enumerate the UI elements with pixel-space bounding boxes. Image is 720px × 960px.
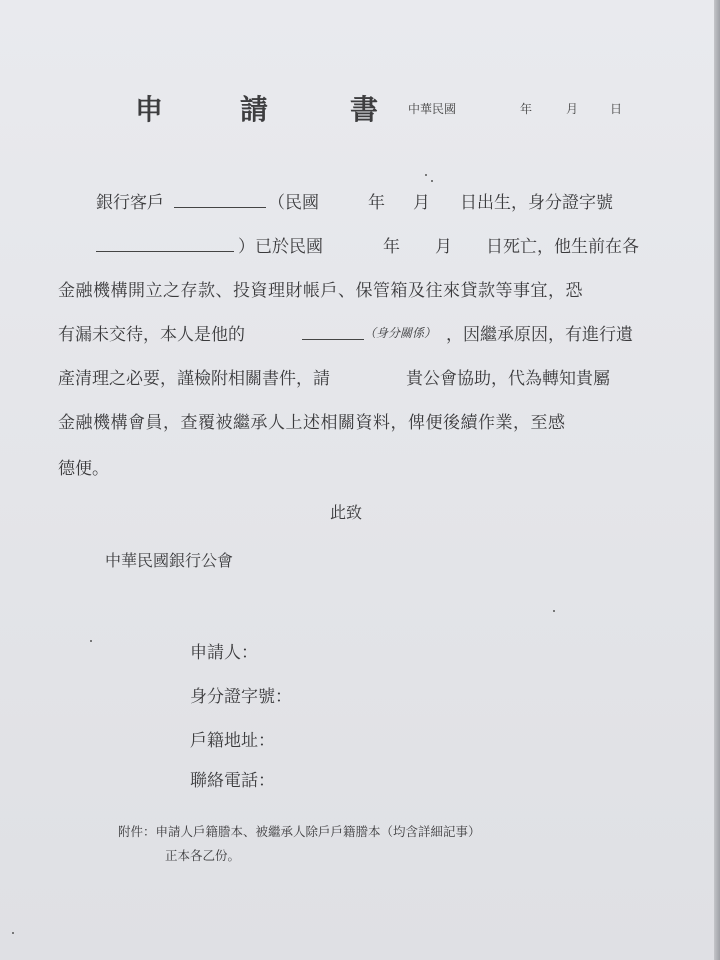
paper-speck (90, 640, 92, 642)
death-text: 日死亡，他生前在各 (486, 237, 639, 257)
id-number-blank (96, 251, 234, 252)
phone-label: 聯絡電話： (190, 771, 275, 791)
relation-blank (302, 339, 364, 340)
death-era-label: ）已於民國 (238, 237, 323, 257)
birth-year-label: 年 (368, 193, 385, 213)
body-line-5b-text: 貴公會協助，代為轉知貴屬 (406, 369, 610, 389)
relation-hint: （身分關係） (364, 326, 437, 340)
date-day-label: 日 (610, 102, 623, 116)
attachment-line-2: 正本各乙份。 (165, 848, 241, 863)
id-number-label: 身分證字號： (190, 687, 292, 707)
title-char-3: 書 (350, 93, 379, 126)
body-line-5a-text: 產清理之必要，謹檢附相關書件，請 (58, 369, 330, 389)
birth-id-text: 日出生，身分證字號 (460, 193, 613, 213)
relation-lead-text: 有漏未交待，本人是他的 (58, 325, 245, 345)
title-char-1: 申 (135, 93, 164, 126)
applicant-label: 申請人： (190, 643, 258, 663)
date-month-label: 月 (566, 102, 579, 116)
salutation: 此致 (330, 503, 363, 522)
paper-speck (12, 932, 14, 934)
paper-speck (425, 174, 427, 176)
title-char-2: 請 (240, 93, 269, 126)
attachment-line-1: 附件：申請人戶籍謄本、被繼承人除戶戶籍謄本（均含詳細記事） (118, 824, 481, 839)
relation-trail-text: ，因繼承原因，有進行遺 (446, 325, 633, 345)
page-edge-shadow (714, 0, 720, 960)
birth-era-label: （民國 (268, 193, 319, 213)
paper-speck (431, 180, 433, 182)
date-era-label: 中華民國 (408, 102, 457, 116)
birth-month-label: 月 (413, 193, 430, 213)
death-year-label: 年 (383, 237, 400, 257)
paper-speck (553, 610, 555, 612)
date-year-label: 年 (520, 102, 533, 116)
address-label: 戶籍地址： (190, 731, 275, 751)
customer-label: 銀行客戶 (96, 193, 164, 213)
death-month-label: 月 (435, 237, 452, 257)
customer-name-blank (174, 207, 266, 208)
recipient: 中華民國銀行公會 (105, 551, 234, 570)
body-line-3-text: 金融機構開立之存款、投資理財帳戶、保管箱及往來貸款等事宜，恐 (58, 281, 583, 301)
body-line-7-text: 德便。 (58, 459, 109, 479)
body-line-6-text: 金融機構會員，查覆被繼承人上述相關資料，俾便後續作業，至感 (58, 413, 566, 433)
